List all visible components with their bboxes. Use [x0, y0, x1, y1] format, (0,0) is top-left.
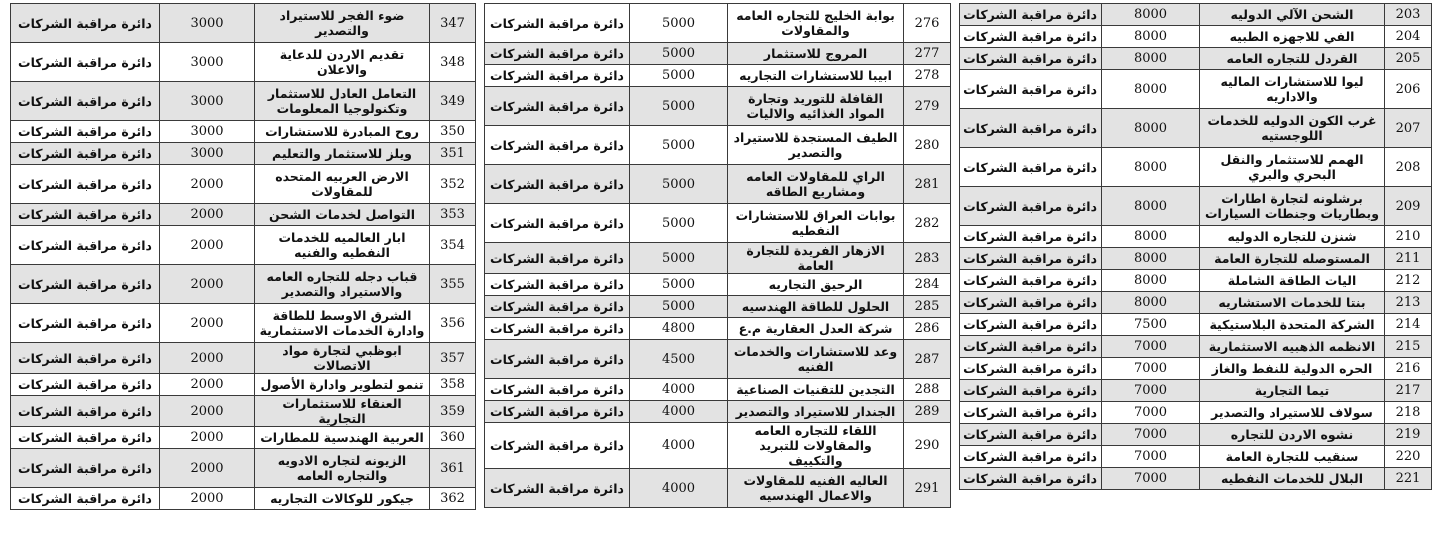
- table-row: [485, 243, 951, 274]
- table-row: [960, 424, 1432, 446]
- row-number-cell: 355: [430, 265, 476, 304]
- row-number-cell: 214: [1385, 314, 1432, 336]
- company-name-cell: التجدين للتقنيات الصناعية: [728, 379, 904, 401]
- amount-cell: 5000: [630, 4, 728, 43]
- department-cell: دائرة مراقبة الشركات: [960, 148, 1102, 187]
- row-number-cell: 205: [1385, 48, 1432, 70]
- row-number-cell: 283: [904, 243, 951, 274]
- department-cell: دائرة مراقبة الشركات: [11, 121, 160, 143]
- department-cell: دائرة مراقبة الشركات: [485, 87, 630, 126]
- company-name-cell: قباب دجله للتجاره العامه والاستيراد والتصدير: [255, 265, 430, 304]
- department-cell: دائرة مراقبة الشركات: [485, 401, 630, 423]
- department-cell: دائرة مراقبة الشركات: [11, 4, 160, 43]
- company-name-cell: شركة العدل العقارية م.ع: [728, 318, 904, 340]
- department-cell: دائرة مراقبة الشركات: [960, 292, 1102, 314]
- table-row: [960, 314, 1432, 336]
- company-name-cell: الطيف المستجدة للاستيراد والتصدير: [728, 126, 904, 165]
- table-row: [485, 126, 951, 165]
- row-number-cell: 282: [904, 204, 951, 243]
- row-number-cell: 348: [430, 43, 476, 82]
- amount-cell: 2000: [160, 374, 255, 396]
- company-name-cell: ليوا للاستشارات الماليه والاداريه: [1200, 70, 1385, 109]
- table-column-3: [10, 3, 475, 510]
- company-name-cell: ابيبا للاستشارات التجاريه: [728, 65, 904, 87]
- table-row: [11, 449, 476, 488]
- department-cell: دائرة مراقبة الشركات: [960, 226, 1102, 248]
- row-number-cell: 215: [1385, 336, 1432, 358]
- table-row: [960, 468, 1432, 490]
- amount-cell: 3000: [160, 4, 255, 43]
- department-cell: دائرة مراقبة الشركات: [11, 43, 160, 82]
- table-row: [11, 143, 476, 165]
- row-number-cell: 356: [430, 304, 476, 343]
- department-cell: دائرة مراقبة الشركات: [960, 446, 1102, 468]
- amount-cell: 5000: [630, 243, 728, 274]
- row-number-cell: 278: [904, 65, 951, 87]
- table-row: [11, 396, 476, 427]
- table-row: [485, 318, 951, 340]
- amount-cell: 5000: [630, 204, 728, 243]
- company-name-cell: غرب الكون الدوليه للخدمات اللوجستيه: [1200, 109, 1385, 148]
- amount-cell: 7000: [1102, 402, 1200, 424]
- amount-cell: 7000: [1102, 380, 1200, 402]
- company-name-cell: المروج للاستثمار: [728, 43, 904, 65]
- table-row: [485, 340, 951, 379]
- company-name-cell: روح المبادرة للاستشارات: [255, 121, 430, 143]
- table-row: [960, 336, 1432, 358]
- company-name-cell: تيما التجارية: [1200, 380, 1385, 402]
- department-cell: دائرة مراقبة الشركات: [485, 296, 630, 318]
- department-cell: دائرة مراقبة الشركات: [960, 26, 1102, 48]
- company-name-cell: العنقاء للاستثمارات التجارية: [255, 396, 430, 427]
- table-row: [11, 43, 476, 82]
- table-row: [485, 296, 951, 318]
- table-row: [485, 87, 951, 126]
- company-name-cell: الانظمه الذهبيه الاستثمارية: [1200, 336, 1385, 358]
- table-column-2: [484, 3, 950, 508]
- department-cell: دائرة مراقبة الشركات: [11, 82, 160, 121]
- row-number-cell: 204: [1385, 26, 1432, 48]
- amount-cell: 4000: [630, 469, 728, 508]
- department-cell: دائرة مراقبة الشركات: [11, 304, 160, 343]
- department-cell: دائرة مراقبة الشركات: [485, 43, 630, 65]
- department-cell: دائرة مراقبة الشركات: [485, 423, 630, 469]
- row-number-cell: 357: [430, 343, 476, 374]
- amount-cell: 7000: [1102, 424, 1200, 446]
- amount-cell: 7000: [1102, 468, 1200, 490]
- company-name-cell: بوابات العراق للاستشارات النفطيه: [728, 204, 904, 243]
- department-cell: دائرة مراقبة الشركات: [11, 165, 160, 204]
- row-number-cell: 351: [430, 143, 476, 165]
- department-cell: دائرة مراقبة الشركات: [960, 187, 1102, 226]
- company-name-cell: الهمم للاستثمار والنقل البحري والبري: [1200, 148, 1385, 187]
- row-number-cell: 209: [1385, 187, 1432, 226]
- company-name-cell: سولاف للاستيراد والتصدير: [1200, 402, 1385, 424]
- department-cell: دائرة مراقبة الشركات: [960, 248, 1102, 270]
- table-column-1: [959, 3, 1431, 490]
- department-cell: دائرة مراقبة الشركات: [11, 204, 160, 226]
- table-row: [11, 488, 476, 510]
- amount-cell: 7500: [1102, 314, 1200, 336]
- department-cell: دائرة مراقبة الشركات: [485, 204, 630, 243]
- table-row: [485, 469, 951, 508]
- row-number-cell: 349: [430, 82, 476, 121]
- table-row: [960, 226, 1432, 248]
- amount-cell: 5000: [630, 65, 728, 87]
- amount-cell: 3000: [160, 82, 255, 121]
- department-cell: دائرة مراقبة الشركات: [11, 396, 160, 427]
- amount-cell: 8000: [1102, 4, 1200, 26]
- company-name-cell: بنتا للخدمات الاستشاريه: [1200, 292, 1385, 314]
- company-name-cell: الزيونه لتجاره الادويه والتجاره العامه: [255, 449, 430, 488]
- table-row: [960, 292, 1432, 314]
- amount-cell: 2000: [160, 427, 255, 449]
- department-cell: دائرة مراقبة الشركات: [960, 270, 1102, 292]
- company-name-cell: تقديم الاردن للدعاية والاعلان: [255, 43, 430, 82]
- company-name-cell: برشلونه لتجارة اطارات وبطاريات وجنطات السيارات: [1200, 187, 1385, 226]
- department-cell: دائرة مراقبة الشركات: [485, 243, 630, 274]
- row-number-cell: 219: [1385, 424, 1432, 446]
- table-row: [11, 427, 476, 449]
- company-name-cell: اللقاء للتجاره العامه والمقاولات للتبريد والتكييف: [728, 423, 904, 469]
- department-cell: دائرة مراقبة الشركات: [11, 449, 160, 488]
- row-number-cell: 347: [430, 4, 476, 43]
- row-number-cell: 220: [1385, 446, 1432, 468]
- amount-cell: 5000: [630, 126, 728, 165]
- amount-cell: 2000: [160, 304, 255, 343]
- row-number-cell: 218: [1385, 402, 1432, 424]
- department-cell: دائرة مراقبة الشركات: [960, 424, 1102, 446]
- amount-cell: 2000: [160, 265, 255, 304]
- amount-cell: 2000: [160, 449, 255, 488]
- table-row: [960, 70, 1432, 109]
- company-name-cell: التعامل العادل للاستثمار وتكنولوجيا المعلومات: [255, 82, 430, 121]
- row-number-cell: 285: [904, 296, 951, 318]
- department-cell: دائرة مراقبة الشركات: [485, 65, 630, 87]
- amount-cell: 2000: [160, 226, 255, 265]
- row-number-cell: 290: [904, 423, 951, 469]
- table-row: [960, 358, 1432, 380]
- company-name-cell: العربية الهندسية للمطارات: [255, 427, 430, 449]
- amount-cell: 3000: [160, 121, 255, 143]
- row-number-cell: 289: [904, 401, 951, 423]
- table-row: [11, 82, 476, 121]
- company-name-cell: الارض العربيه المتحده للمقاولات: [255, 165, 430, 204]
- company-name-cell: سنقيب للتجارة العامة: [1200, 446, 1385, 468]
- row-number-cell: 212: [1385, 270, 1432, 292]
- row-number-cell: 288: [904, 379, 951, 401]
- table-row: [960, 187, 1432, 226]
- amount-cell: 8000: [1102, 248, 1200, 270]
- amount-cell: 5000: [630, 87, 728, 126]
- amount-cell: 3000: [160, 43, 255, 82]
- table-row: [11, 343, 476, 374]
- company-name-cell: الحلول للطاقة الهندسيه: [728, 296, 904, 318]
- row-number-cell: 279: [904, 87, 951, 126]
- company-name-cell: القردل للتجاره العامه: [1200, 48, 1385, 70]
- row-number-cell: 280: [904, 126, 951, 165]
- amount-cell: 2000: [160, 165, 255, 204]
- row-number-cell: 359: [430, 396, 476, 427]
- row-number-cell: 291: [904, 469, 951, 508]
- department-cell: دائرة مراقبة الشركات: [11, 488, 160, 510]
- department-cell: دائرة مراقبة الشركات: [11, 226, 160, 265]
- department-cell: دائرة مراقبة الشركات: [485, 318, 630, 340]
- table-row: [11, 374, 476, 396]
- table-row: [11, 204, 476, 226]
- row-number-cell: 276: [904, 4, 951, 43]
- company-name-cell: الفي للاجهزه الطبيه: [1200, 26, 1385, 48]
- department-cell: دائرة مراقبة الشركات: [960, 402, 1102, 424]
- row-number-cell: 286: [904, 318, 951, 340]
- table-row: [11, 4, 476, 43]
- amount-cell: 4800: [630, 318, 728, 340]
- company-name-cell: المستوصله للتجارة العامة: [1200, 248, 1385, 270]
- amount-cell: 2000: [160, 488, 255, 510]
- department-cell: دائرة مراقبة الشركات: [11, 374, 160, 396]
- department-cell: دائرة مراقبة الشركات: [960, 468, 1102, 490]
- table-row: [485, 4, 951, 43]
- table-row: [960, 380, 1432, 402]
- table-row: [485, 423, 951, 469]
- table-row: [485, 65, 951, 87]
- row-number-cell: 277: [904, 43, 951, 65]
- company-name-cell: ويلز للاستثمار والتعليم: [255, 143, 430, 165]
- company-name-cell: الشرق الاوسط للطاقة وادارة الخدمات الاستثمارية: [255, 304, 430, 343]
- amount-cell: 8000: [1102, 109, 1200, 148]
- row-number-cell: 207: [1385, 109, 1432, 148]
- amount-cell: 8000: [1102, 226, 1200, 248]
- department-cell: دائرة مراقبة الشركات: [485, 165, 630, 204]
- table-row: [11, 304, 476, 343]
- row-number-cell: 287: [904, 340, 951, 379]
- amount-cell: 5000: [630, 165, 728, 204]
- amount-cell: 4500: [630, 340, 728, 379]
- company-table: [10, 3, 476, 510]
- department-cell: دائرة مراقبة الشركات: [960, 109, 1102, 148]
- department-cell: دائرة مراقبة الشركات: [960, 48, 1102, 70]
- row-number-cell: 217: [1385, 380, 1432, 402]
- company-name-cell: الجندار للاستيراد والتصدير: [728, 401, 904, 423]
- table-row: [485, 43, 951, 65]
- company-name-cell: نشوه الاردن للتجاره: [1200, 424, 1385, 446]
- amount-cell: 2000: [160, 396, 255, 427]
- department-cell: دائرة مراقبة الشركات: [960, 4, 1102, 26]
- row-number-cell: 211: [1385, 248, 1432, 270]
- amount-cell: 2000: [160, 204, 255, 226]
- row-number-cell: 350: [430, 121, 476, 143]
- table-row: [960, 48, 1432, 70]
- company-name-cell: التواصل لخدمات الشحن: [255, 204, 430, 226]
- row-number-cell: 281: [904, 165, 951, 204]
- department-cell: دائرة مراقبة الشركات: [485, 126, 630, 165]
- company-name-cell: القافلة للتوريد وتجارة المواد الغذائيه والاليات: [728, 87, 904, 126]
- department-cell: دائرة مراقبة الشركات: [960, 314, 1102, 336]
- amount-cell: 5000: [630, 274, 728, 296]
- amount-cell: 8000: [1102, 48, 1200, 70]
- table-row: [960, 26, 1432, 48]
- department-cell: دائرة مراقبة الشركات: [11, 143, 160, 165]
- row-number-cell: 353: [430, 204, 476, 226]
- amount-cell: 7000: [1102, 446, 1200, 468]
- company-name-cell: تنمو لتطوير وادارة الأصول: [255, 374, 430, 396]
- amount-cell: 2000: [160, 343, 255, 374]
- table-row: [960, 402, 1432, 424]
- company-name-cell: ابوظبي لتجارة مواد الاتصالات: [255, 343, 430, 374]
- company-name-cell: العاليه الفنيه للمقاولات والاعمال الهندسيه: [728, 469, 904, 508]
- row-number-cell: 216: [1385, 358, 1432, 380]
- company-name-cell: الراي للمقاولات العامه ومشاريع الطاقه: [728, 165, 904, 204]
- row-number-cell: 358: [430, 374, 476, 396]
- table-row: [485, 204, 951, 243]
- table-row: [485, 401, 951, 423]
- company-name-cell: جيكور للوكالات التجاريه: [255, 488, 430, 510]
- row-number-cell: 360: [430, 427, 476, 449]
- table-row: [960, 446, 1432, 468]
- row-number-cell: 208: [1385, 148, 1432, 187]
- row-number-cell: 362: [430, 488, 476, 510]
- amount-cell: 7000: [1102, 358, 1200, 380]
- amount-cell: 8000: [1102, 26, 1200, 48]
- company-table: [484, 3, 951, 508]
- row-number-cell: 210: [1385, 226, 1432, 248]
- department-cell: دائرة مراقبة الشركات: [960, 380, 1102, 402]
- company-name-cell: البلال للخدمات النفطيه: [1200, 468, 1385, 490]
- company-name-cell: ضوء الفجر للاستيراد والتصدير: [255, 4, 430, 43]
- table-row: [11, 226, 476, 265]
- department-cell: دائرة مراقبة الشركات: [485, 4, 630, 43]
- department-cell: دائرة مراقبة الشركات: [485, 340, 630, 379]
- amount-cell: 5000: [630, 43, 728, 65]
- table-row: [960, 148, 1432, 187]
- amount-cell: 8000: [1102, 148, 1200, 187]
- amount-cell: 8000: [1102, 187, 1200, 226]
- table-row: [11, 121, 476, 143]
- row-number-cell: 352: [430, 165, 476, 204]
- table-row: [485, 165, 951, 204]
- row-number-cell: 206: [1385, 70, 1432, 109]
- department-cell: دائرة مراقبة الشركات: [11, 265, 160, 304]
- row-number-cell: 361: [430, 449, 476, 488]
- department-cell: دائرة مراقبة الشركات: [960, 358, 1102, 380]
- table-row: [960, 109, 1432, 148]
- company-name-cell: الحره الدولية للنفط والغاز: [1200, 358, 1385, 380]
- amount-cell: 4000: [630, 401, 728, 423]
- amount-cell: 8000: [1102, 270, 1200, 292]
- department-cell: دائرة مراقبة الشركات: [960, 336, 1102, 358]
- row-number-cell: 203: [1385, 4, 1432, 26]
- amount-cell: 4000: [630, 423, 728, 469]
- table-row: [11, 165, 476, 204]
- department-cell: دائرة مراقبة الشركات: [11, 427, 160, 449]
- company-name-cell: بوابة الخليج للتجاره العامه والمقاولات: [728, 4, 904, 43]
- department-cell: دائرة مراقبة الشركات: [485, 469, 630, 508]
- table-row: [960, 270, 1432, 292]
- row-number-cell: 221: [1385, 468, 1432, 490]
- company-table: [959, 3, 1432, 490]
- company-name-cell: الازهار الفريدة للتجارة العامة: [728, 243, 904, 274]
- table-row: [485, 274, 951, 296]
- table-row: [11, 265, 476, 304]
- company-name-cell: الرحيق التجاريه: [728, 274, 904, 296]
- department-cell: دائرة مراقبة الشركات: [11, 343, 160, 374]
- table-row: [485, 379, 951, 401]
- company-name-cell: شنزن للتجاره الدوليه: [1200, 226, 1385, 248]
- department-cell: دائرة مراقبة الشركات: [960, 70, 1102, 109]
- table-row: [960, 4, 1432, 26]
- department-cell: دائرة مراقبة الشركات: [485, 379, 630, 401]
- company-name-cell: اليات الطاقة الشاملة: [1200, 270, 1385, 292]
- department-cell: دائرة مراقبة الشركات: [485, 274, 630, 296]
- amount-cell: 4000: [630, 379, 728, 401]
- row-number-cell: 284: [904, 274, 951, 296]
- amount-cell: 3000: [160, 143, 255, 165]
- amount-cell: 8000: [1102, 70, 1200, 109]
- row-number-cell: 354: [430, 226, 476, 265]
- company-name-cell: الشركة المتحدة البلاستيكية: [1200, 314, 1385, 336]
- amount-cell: 8000: [1102, 292, 1200, 314]
- row-number-cell: 213: [1385, 292, 1432, 314]
- company-name-cell: الشحن الآلي الدوليه: [1200, 4, 1385, 26]
- amount-cell: 7000: [1102, 336, 1200, 358]
- amount-cell: 5000: [630, 296, 728, 318]
- company-name-cell: وعد للاستشارات والخدمات الفنيه: [728, 340, 904, 379]
- table-row: [960, 248, 1432, 270]
- company-name-cell: ابار العالميه للخدمات النفطيه والفنيه: [255, 226, 430, 265]
